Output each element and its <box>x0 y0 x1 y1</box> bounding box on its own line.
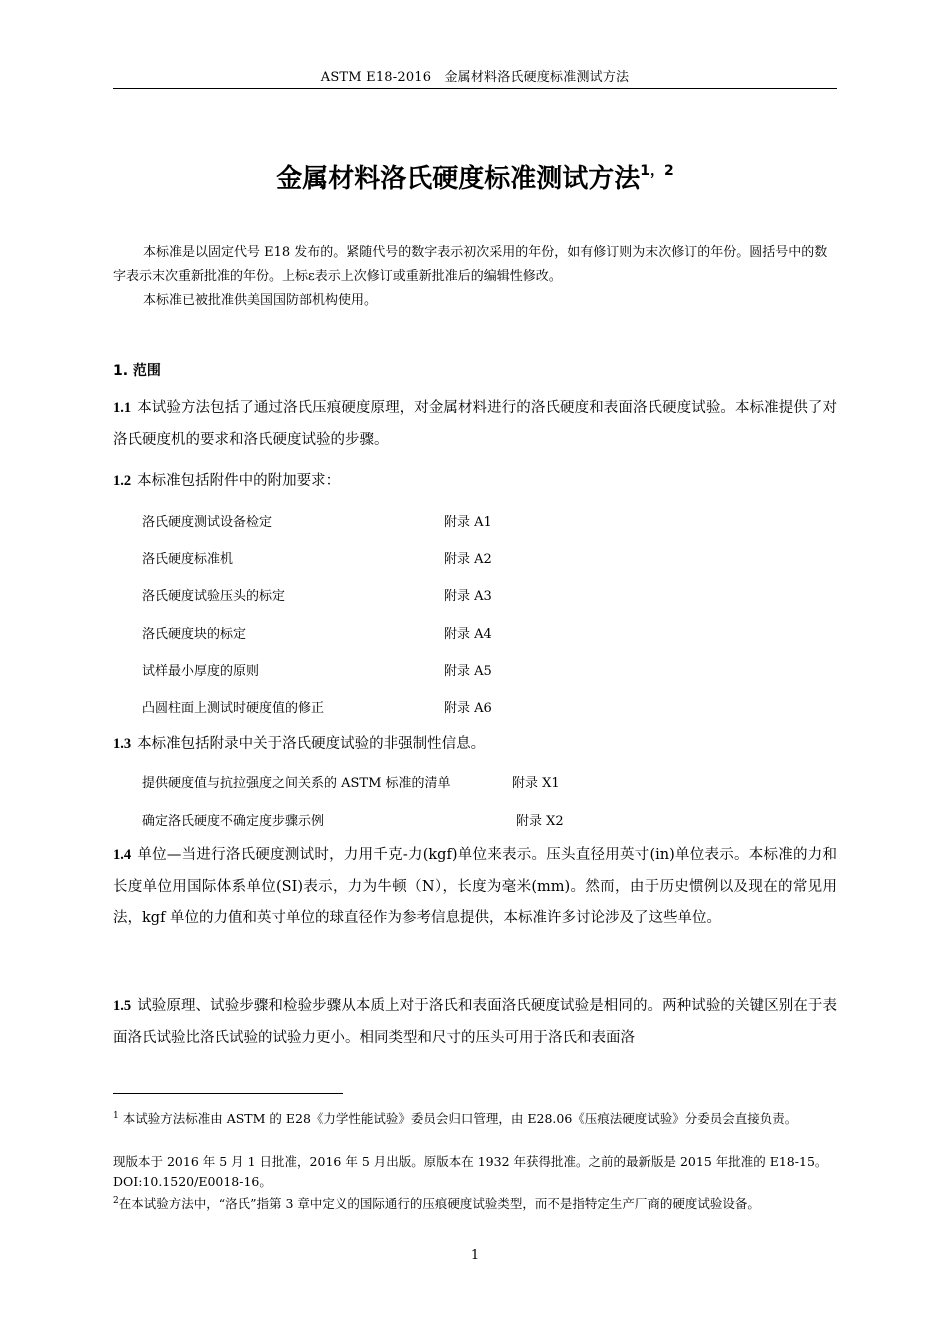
clause-number: 1.4 <box>113 847 132 863</box>
annex-row <box>142 660 492 679</box>
clause-1-2 <box>113 466 837 498</box>
document-title <box>113 158 837 195</box>
footnote-mark: 1 <box>113 1111 119 1121</box>
clause-number: 1.2 <box>113 473 132 489</box>
annex-name: 洛氏硬度测试设备检定 <box>142 515 273 530</box>
clause-1-1 <box>113 393 837 456</box>
footnote-separator <box>113 1093 343 1094</box>
annex-row <box>142 511 492 530</box>
clause-text: 试验原理、试验步骤和检验步骤从本质上对于洛氏和表面洛氏硬度试验是相同的。两种试验的关键区别在于表面洛氏试验比洛氏试验的试验力更小。相同类型和尺寸的压头可用于洛氏和表面洛 <box>113 998 837 1046</box>
annex-name: 洛氏硬度块的标定 <box>142 627 247 642</box>
annex-row <box>142 697 492 716</box>
appendix-name: 提供硬度值与抗拉强度之间关系的 ASTM 标准的清单 <box>142 776 451 791</box>
title-footnote-marks: 1，2 <box>640 163 674 179</box>
annex-name: 洛氏硬度标准机 <box>142 552 234 567</box>
preamble-paragraph-1: 本标准是以固定代号 E18 发布的。紧随代号的数字表示初次采用的年份，如有修订则为末次修订的年份。圆括号中的数字表示末次重新批准的年份。上标ε表示上次修订或重新批准后的编辑性修改。 <box>113 245 828 284</box>
page-number: 1 <box>470 1248 480 1263</box>
footnote-1-continued: 现版本于 2016 年 5 月 1 日批准，2016 年 5 月出版。原版本在 1932 年获得批准。之前的最新版是 2015 年批准的 E18-15。DOI:10.1520/E0018-16。 <box>113 1154 828 1189</box>
annex-ref: 附录 A1 <box>444 515 492 530</box>
annex-ref: 附录 A6 <box>444 701 492 716</box>
annex-ref: 附录 A4 <box>444 627 492 642</box>
clause-1-5 <box>113 991 837 1054</box>
annex-ref: 附录 A5 <box>444 664 492 679</box>
header-rule <box>113 88 837 89</box>
annex-row <box>142 623 492 642</box>
annex-ref: 附录 A2 <box>444 552 492 567</box>
annex-name: 凸圆柱面上测试时硬度值的修正 <box>142 701 325 716</box>
annex-name: 洛氏硬度试验压头的标定 <box>142 589 286 604</box>
footnote-mark: 2 <box>113 1196 119 1206</box>
clause-text: 单位—当进行洛氏硬度测试时，力用千克-力(kgf)单位来表示。压头直径用英寸(in)单位表示。本标准的力和长度单位用国际体系单位(SI)表示，力为牛顿（N），长度为毫米(mm)。然而，由于历史惯例以及现在的常见用法，kgf 单位的力值和英寸单位的球直径作为参考信息提供，本标准许多讨论涉及了这些单位。 <box>113 847 837 926</box>
footnote-text: 在本试验方法中，“洛氏”指第 3 章中定义的国际通行的压痕硬度试验类型，而不是指特定生产厂商的硬度试验设备。 <box>118 1196 760 1212</box>
clause-number: 1.3 <box>113 736 132 752</box>
footnote-1 <box>113 1106 837 1129</box>
clause-1-4 <box>113 840 837 935</box>
clause-text: 本试验方法包括了通过洛氏压痕硬度原理，对金属材料进行的洛氏硬度和表面洛氏硬度试验。本标准提供了对洛氏硬度机的要求和洛氏硬度试验的步骤。 <box>113 400 837 448</box>
preamble-paragraph-2: 本标准已被批准供美国国防部机构使用。 <box>143 293 378 308</box>
section-heading-scope: 1. 范围 <box>113 363 161 379</box>
annex-row <box>142 585 492 604</box>
appendix-ref: 附录 X1 <box>512 776 560 791</box>
clause-number: 1.1 <box>113 400 132 416</box>
clause-text: 本标准包括附录中关于洛氏硬度试验的非强制性信息。 <box>137 736 486 752</box>
footnote-text: 本试验方法标准由 ASTM 的 E28《力学性能试验》委员会归口管理，由 E28.06《压痕法硬度试验》分委员会直接负责。 <box>122 1111 798 1127</box>
annex-ref: 附录 A3 <box>444 589 492 604</box>
clause-number: 1.5 <box>113 998 132 1014</box>
appendix-row <box>142 810 564 829</box>
clause-text: 本标准包括附件中的附加要求： <box>137 473 341 489</box>
appendix-ref: 附录 X2 <box>516 814 564 829</box>
appendix-row <box>142 772 560 791</box>
title-text: 金属材料洛氏硬度标准测试方法 <box>276 164 641 194</box>
footnote-2 <box>113 1191 837 1214</box>
appendix-name: 确定洛氏硬度不确定度步骤示例 <box>142 814 325 829</box>
annex-name: 试样最小厚度的原则 <box>142 664 260 679</box>
annex-row <box>142 548 492 567</box>
running-header: ASTM E18-2016 金属材料洛氏硬度标准测试方法 <box>320 70 630 85</box>
clause-1-3 <box>113 729 837 761</box>
